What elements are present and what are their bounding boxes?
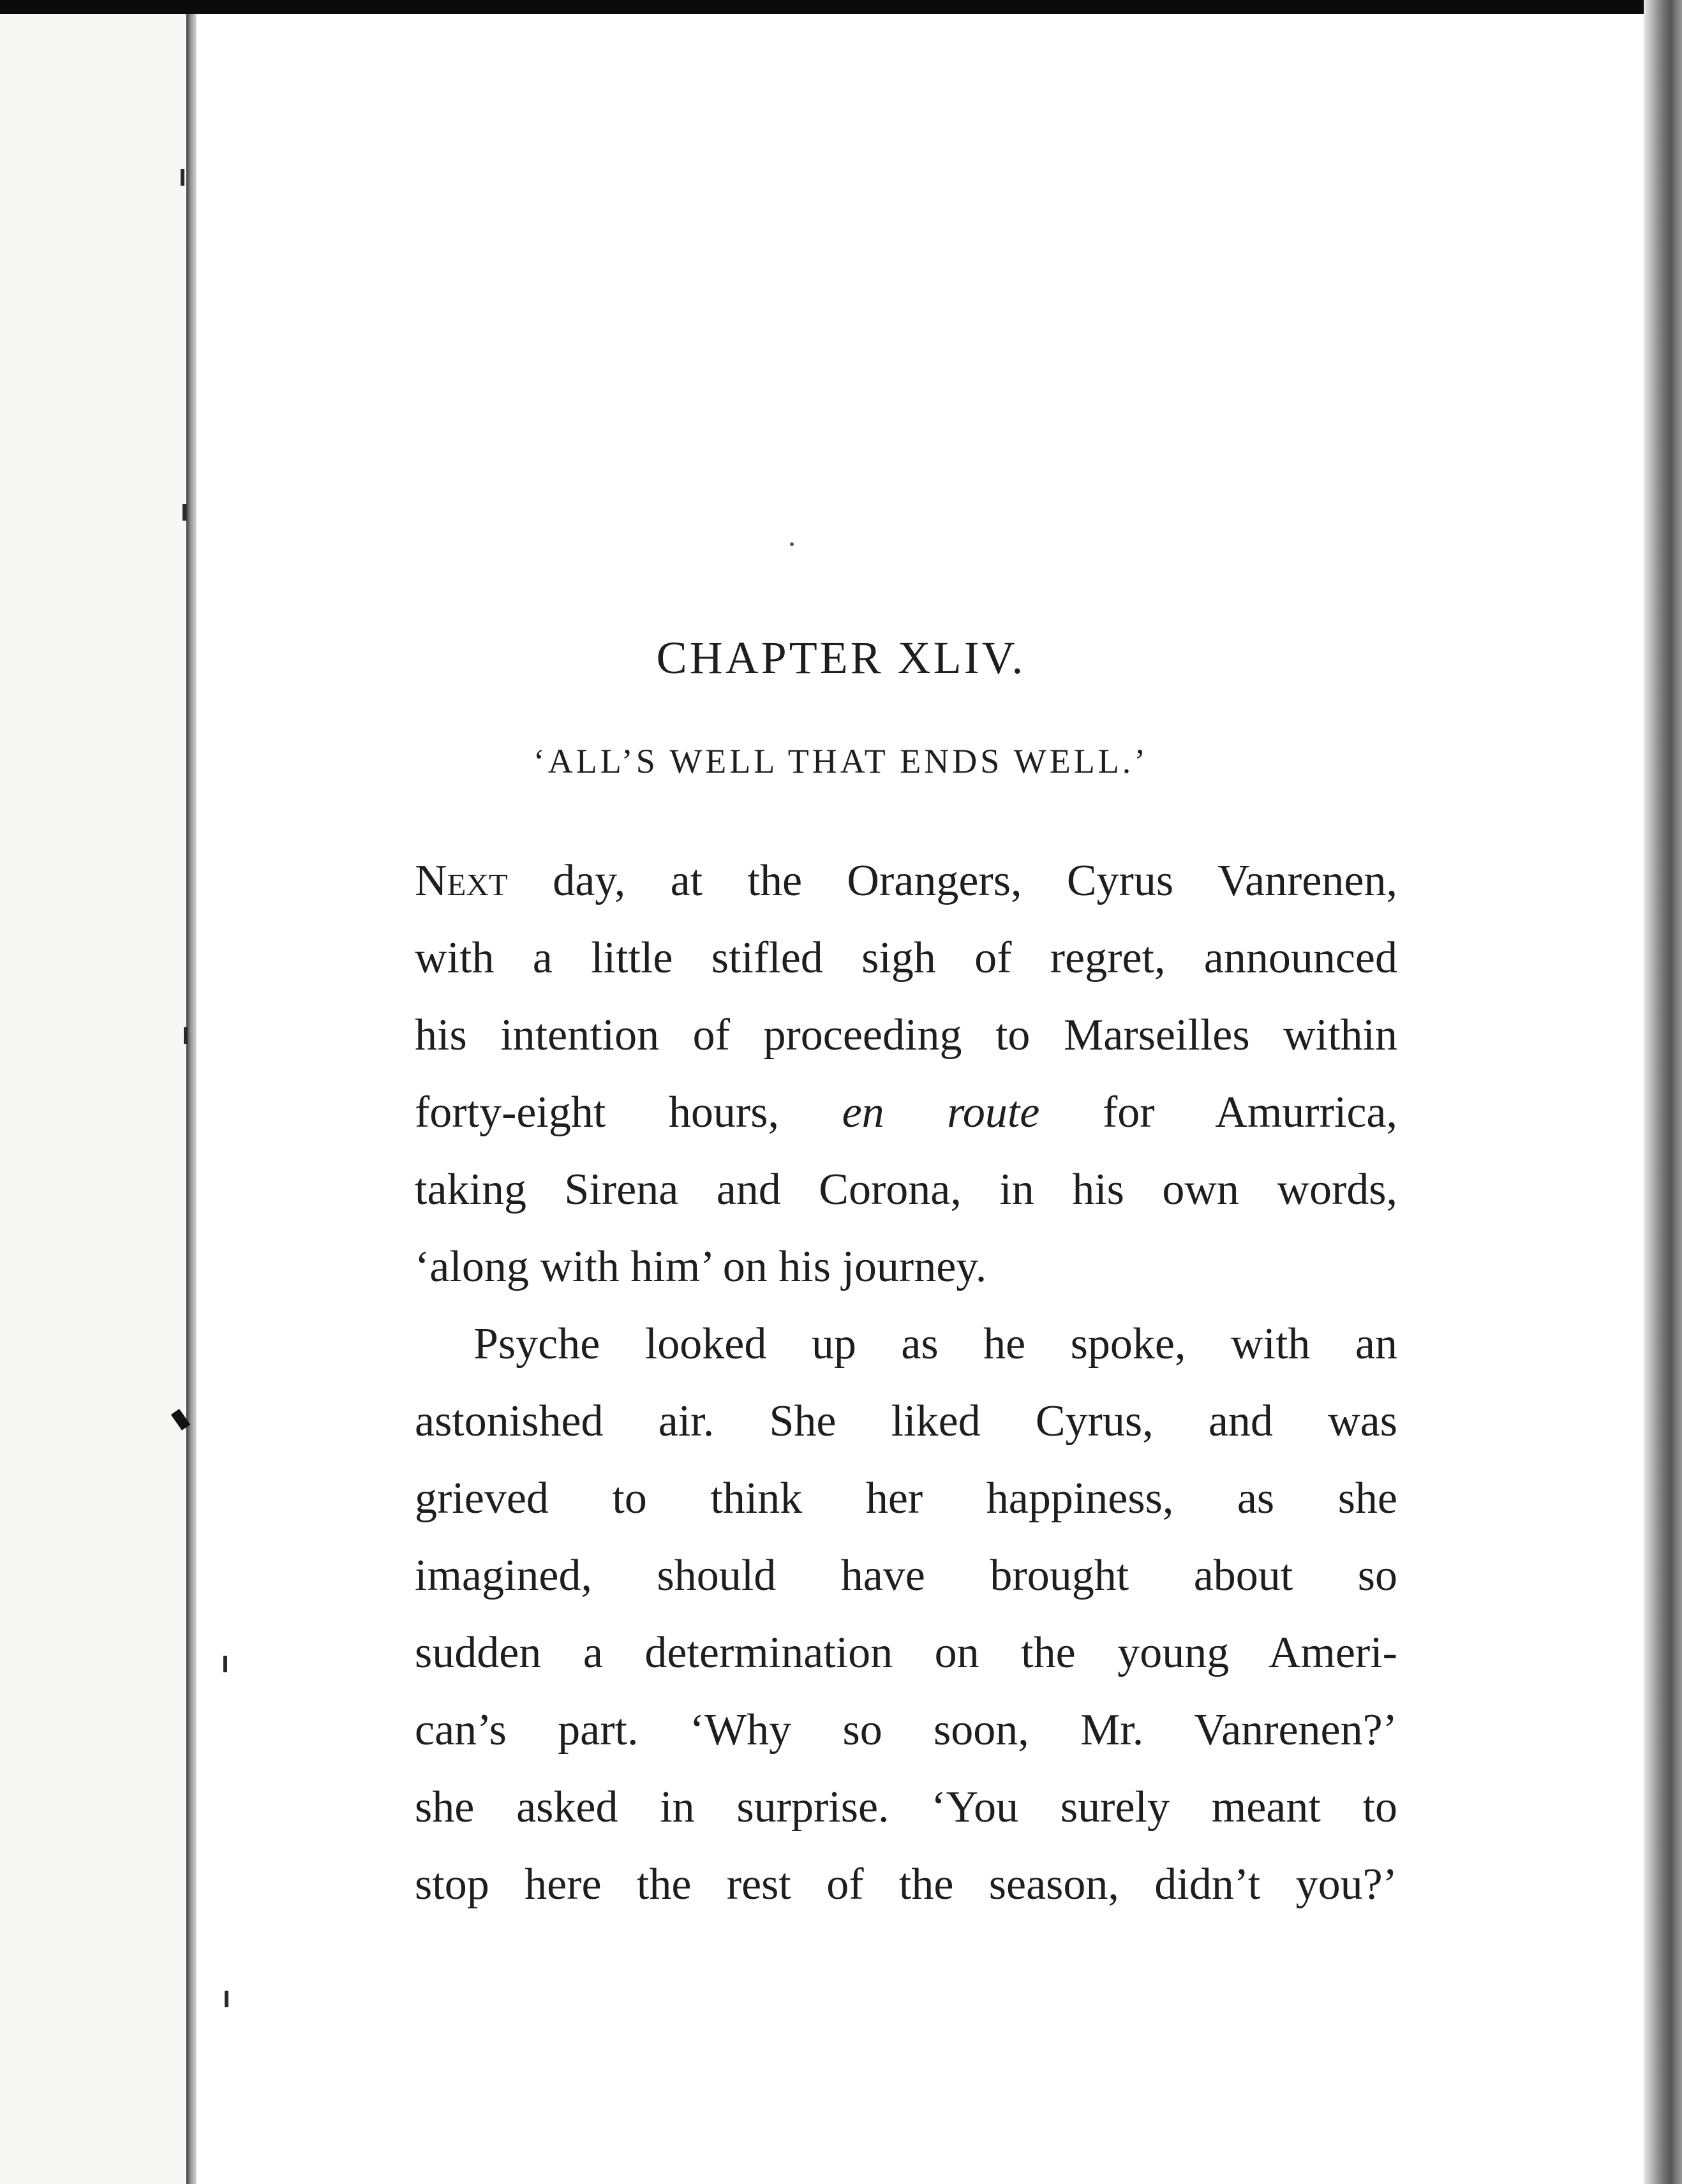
text-line: stop here the rest of the season, didn’t you?’ bbox=[415, 1860, 1397, 1909]
text-line: sudden a determination on the young Ameri- bbox=[415, 1628, 1397, 1677]
page-fore-edge bbox=[1644, 0, 1682, 2184]
facing-page-margin bbox=[0, 14, 186, 2184]
chapter-heading: CHAPTER XLIV. bbox=[656, 632, 1026, 683]
text-line: with a little stifled sigh of regret, announced bbox=[415, 933, 1397, 983]
binding-stitch bbox=[181, 169, 184, 186]
chapter-title: ‘ALL’S WELL THAT ENDS WELL.’ bbox=[533, 742, 1149, 780]
text-line: Psyche looked up as he spoke, with an bbox=[473, 1319, 1397, 1369]
text-line-content: for Amurrica, bbox=[1039, 1088, 1397, 1137]
binding-stitch bbox=[225, 1991, 228, 2007]
binding-stitch bbox=[184, 1027, 188, 1044]
text-line: his intention of proceeding to Marseilles within bbox=[415, 1011, 1397, 1060]
text-line: she asked in surprise. ‘You surely meant to bbox=[415, 1783, 1397, 1832]
text-line-content: forty-eight hours, bbox=[415, 1088, 842, 1137]
text-line-content: day, at the Orangers, Cyrus Vanrenen, bbox=[507, 856, 1397, 905]
book-spine-gutter bbox=[186, 14, 197, 2184]
binding-stitch bbox=[182, 504, 186, 521]
text-line: can’s part. ‘Why so soon, Mr. Vanrenen?’ bbox=[415, 1705, 1397, 1755]
italic-phrase: en route bbox=[842, 1088, 1040, 1137]
drop-word: Next bbox=[415, 856, 508, 905]
text-line: astonished air. She liked Cyrus, and was bbox=[415, 1397, 1397, 1446]
chapter-body bbox=[415, 842, 1397, 1923]
text-line bbox=[415, 1074, 1397, 1151]
text-line: imagined, should have brought about so bbox=[415, 1551, 1397, 1600]
text-line bbox=[415, 842, 1397, 919]
scan-top-edge bbox=[0, 0, 1682, 14]
text-line: grieved to think her happiness, as she bbox=[415, 1474, 1397, 1523]
text-line: taking Sirena and Corona, in his own words, bbox=[415, 1165, 1397, 1214]
text-line: ‘along with him’ on his journey. bbox=[415, 1242, 987, 1291]
binding-stitch bbox=[223, 1656, 227, 1672]
print-speck bbox=[790, 542, 794, 546]
